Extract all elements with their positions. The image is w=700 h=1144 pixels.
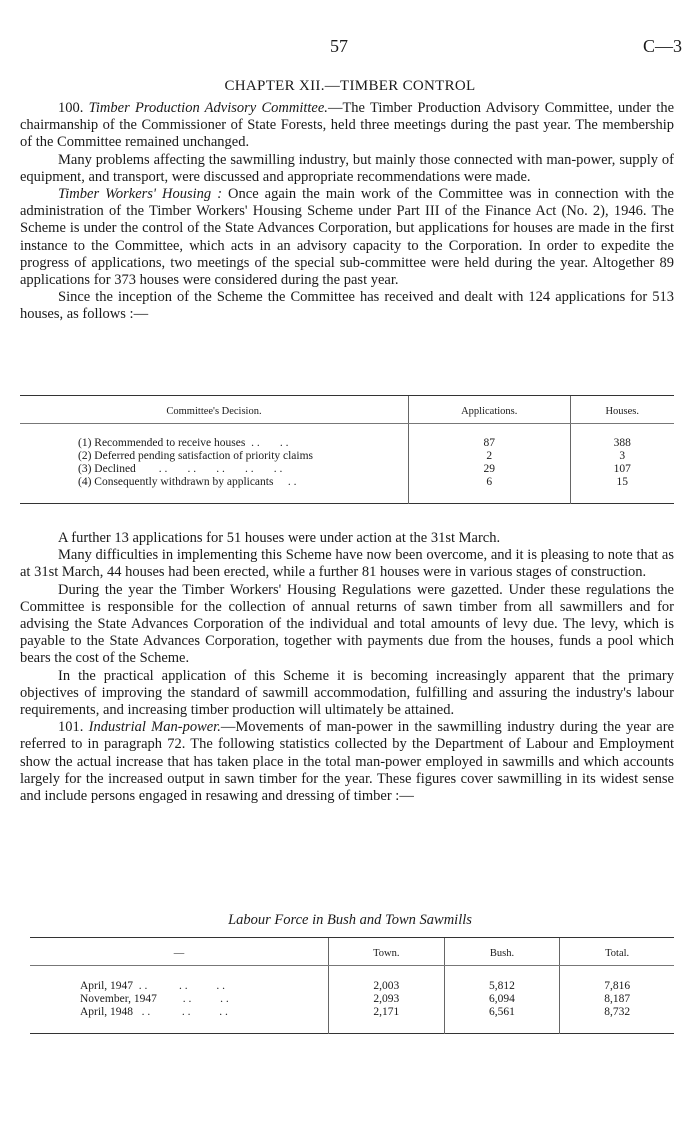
paragraph-problems: Many problems affecting the sawmilling industry, but mainly those connected with man-power, supply of equipment, and transport, were discussed and appropriate recommendations were made. (20, 151, 674, 185)
paragraph-difficulties: Many difficulties in implementing this Scheme have now been overcome, and it is pleasing to note that as at 31st March, 44 houses had been erected, while a further 81 houses were in various stages of construction. (20, 547, 674, 581)
table-row: (1) Recommended to receive houses . . . . 87 388 (20, 437, 674, 450)
table-row: April, 1947 . . . . . . 2,003 5,812 7,816 (30, 980, 674, 993)
paragraph-practical: In the practical application of this Scheme it is becoming increasingly apparent that the primary objectives of improving the standard of sawmill accommodation, fulfilling and assuring the industry's labour requirements, and increasing timber production will ultimately be attained. (20, 667, 674, 719)
labour-table-title: Labour Force in Bush and Town Sawmills (228, 912, 472, 928)
table-row: April, 1948 . . . . . . 2,171 6,561 8,732 (30, 1006, 674, 1019)
table1-header-houses: Houses. (570, 396, 674, 424)
body-text-top (20, 100, 674, 324)
table1-header-decision: Committee's Decision. (20, 396, 409, 424)
table2-header-total: Total. (560, 938, 674, 966)
paragraph-regulations: During the year the Timber Workers' Housing Regulations were gazetted. Under these regulations the Committee is responsible for the collection of annual returns of sawn timber from all sawmillers and for advising the State Advances Corporation of the individual and total amounts of levy due. The levy, which is payable to the State Advances Corporation, together with payments due from the houses, funds a pool which bears the cost of the Scheme. (20, 581, 674, 667)
table2-header-bush: Bush. (444, 938, 560, 966)
paragraph-further: A further 13 applications for 51 houses were under action at the 31st March. (58, 530, 501, 546)
paragraph-101: 101. Industrial Man-power.—Movements of man-power in the sawmilling industry during the year are referred to in paragraph 72. The following statistics collected by the Department of Labour and Employment show the actual increase that has taken place in the total man-power employed in sawmills and which accounts largely for the increased output in sawn timber for the year. These figures cover sawmilling in its widest sense and include persons engaged in resawing and dressing of timber :— (20, 719, 675, 805)
paragraph-housing: Timber Workers' Housing : Once again the main work of the Committee was in connection with the administration of the Timber Workers' Housing Scheme under Part III of the Finance Act (No. 2), 1946. The Scheme is under the control of the State Advances Corporation, but applications for houses are made in the first instance to the Committee, which acts in an advisory capacity to the Corporation. In order to expedite the progress of applications, two meetings of the special sub-committee were held during the year. Altogether 89 applications for 373 houses were considered during the past year. (20, 186, 674, 289)
document-code: C—3 (642, 36, 682, 56)
table2-header-town: Town. (329, 938, 445, 966)
page-number: 57 (330, 36, 348, 56)
chapter-title: CHAPTER XII.—TIMBER CONTROL (224, 78, 476, 94)
body-text-bottom (20, 530, 674, 805)
table-row: (3) Declined . . . . . . . . . . 29 107 (20, 463, 674, 476)
table1-header-applications: Applications. (409, 396, 571, 424)
table2-header-blank: — (30, 938, 329, 966)
housing-decisions-table (20, 395, 674, 504)
table-row: (4) Consequently withdrawn by applicants . . 6 15 (20, 476, 674, 489)
table-row: November, 1947 . . . . 2,093 6,094 8,187 (30, 993, 674, 1006)
paragraph-inception: Since the inception of the Scheme the Committee has received and dealt with 124 applications for 513 houses, as follows :— (20, 289, 674, 323)
labour-force-table (30, 937, 674, 1034)
paragraph-100: 100. Timber Production Advisory Committee.—The Timber Production Advisory Committee, under the chairmanship of the Commissioner of State Forests, held three meetings during the past year. The membership of the Committee remained unchanged. (20, 100, 675, 151)
table-row: (2) Deferred pending satisfaction of priority claims 2 3 (20, 450, 674, 463)
